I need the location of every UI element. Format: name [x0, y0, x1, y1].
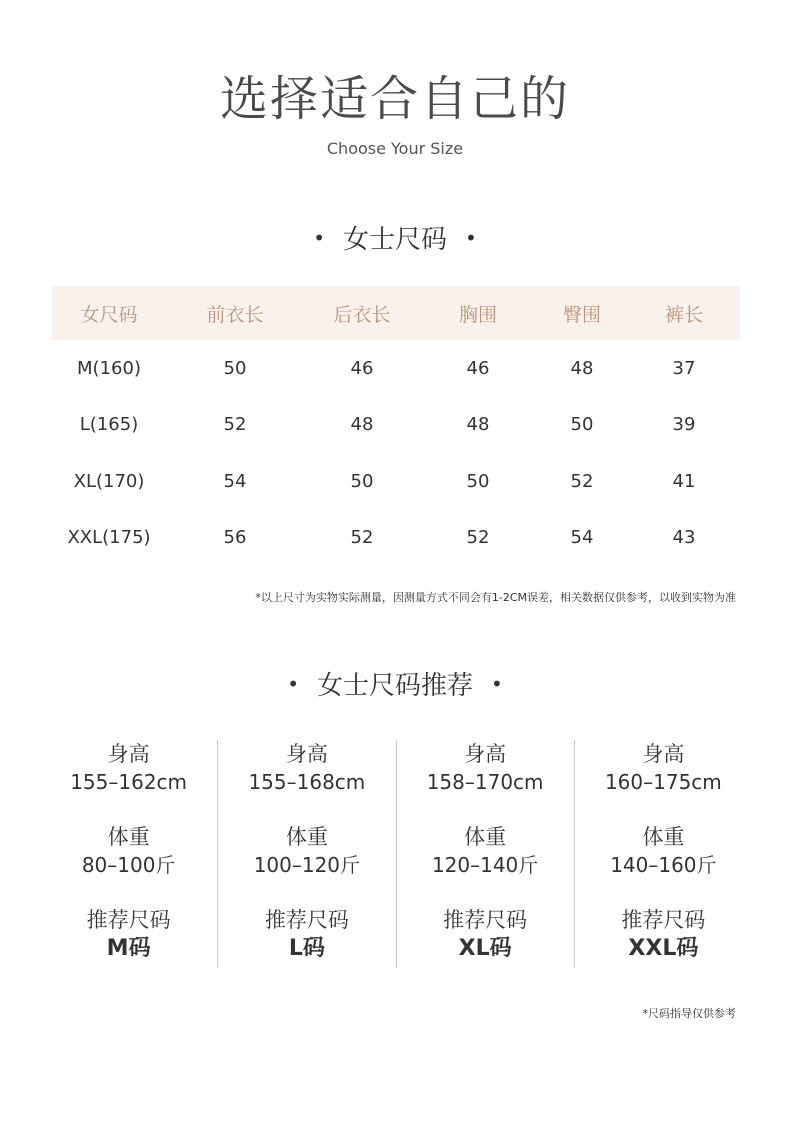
- column-header: 臀围: [562, 303, 601, 326]
- recommendation-column: [40, 740, 217, 968]
- table-cell: 37: [672, 357, 696, 379]
- table-cell: 46: [350, 357, 374, 379]
- table-cell: XL(170): [73, 470, 145, 492]
- size-label: 推荐尺码: [86, 908, 171, 932]
- column-header: 裤长: [664, 303, 703, 326]
- table-cell: 50: [570, 414, 594, 436]
- table-row: [52, 340, 740, 397]
- recommendation-column: [396, 740, 574, 968]
- table-cell: 39: [672, 414, 696, 436]
- table-cell: M(160): [77, 357, 141, 379]
- recommendation-column: [574, 740, 752, 968]
- weight-value: 140–160斤: [610, 853, 717, 877]
- size-value: XXL码: [628, 936, 699, 961]
- section-title: 女士尺码推荐: [316, 671, 473, 701]
- table-cell: 54: [570, 527, 594, 549]
- weight-value: 120–140斤: [431, 853, 539, 877]
- table-cell: 48: [466, 414, 490, 436]
- size-value: XL码: [458, 936, 512, 961]
- table-cell: 50: [350, 470, 374, 492]
- weight-label: 体重: [464, 825, 507, 849]
- height-label: 身高: [285, 742, 328, 766]
- size-table: [52, 286, 740, 566]
- weight-value: 100–120斤: [253, 853, 361, 877]
- guide-note: *尺码指导仅供参考: [642, 1007, 736, 1020]
- table-cell: 52: [570, 470, 594, 492]
- page-subtitle: Choose Your Size: [326, 139, 464, 158]
- table-row: [52, 510, 740, 567]
- bullet-dot: •: [287, 672, 299, 696]
- weight-label: 体重: [107, 825, 150, 849]
- height-value: 158–170cm: [426, 770, 544, 794]
- section-heading-recommendation: [0, 666, 790, 704]
- column-header: 女尺码: [80, 303, 138, 326]
- bullet-dot: •: [313, 226, 325, 250]
- table-cell: 48: [570, 357, 594, 379]
- table-cell: 56: [223, 527, 247, 549]
- table-cell: 48: [350, 414, 374, 436]
- table-cell: 52: [350, 527, 374, 549]
- table-row: [52, 397, 740, 454]
- table-cell: 43: [672, 527, 696, 549]
- table-cell: 41: [672, 470, 696, 492]
- column-header: 前衣长: [206, 303, 264, 326]
- column-header: 后衣长: [333, 303, 391, 326]
- table-cell: 46: [466, 357, 490, 379]
- section-heading-size-chart: [0, 220, 790, 258]
- table-cell: 50: [223, 357, 247, 379]
- table-row: [52, 453, 740, 510]
- height-value: 160–175cm: [604, 770, 722, 794]
- height-value: 155–168cm: [248, 770, 366, 794]
- table-cell: 54: [223, 470, 247, 492]
- table-cell: XXL(175): [67, 527, 151, 549]
- height-value: 155–162cm: [70, 770, 188, 794]
- height-label: 身高: [464, 742, 507, 766]
- table-header: [52, 286, 740, 340]
- section-title: 女士尺码: [342, 225, 447, 255]
- bullet-dot: •: [465, 226, 477, 250]
- table-cell: 52: [223, 414, 247, 436]
- page-title: 选择适合自己的: [219, 71, 570, 127]
- weight-label: 体重: [642, 825, 685, 849]
- recommendation-column: [217, 740, 395, 968]
- weight-value: 80–100斤: [81, 853, 176, 877]
- weight-label: 体重: [285, 825, 328, 849]
- size-label: 推荐尺码: [443, 908, 528, 932]
- size-label: 推荐尺码: [621, 908, 706, 932]
- size-value: L码: [288, 936, 325, 961]
- size-recommendation: [40, 740, 752, 968]
- size-label: 推荐尺码: [264, 908, 349, 932]
- height-label: 身高: [107, 742, 150, 766]
- measurement-note: *以上尺寸为实物实际测量，因测量方式不同会有1-2CM误差，相关数据仅供参考，以收到实物为准: [255, 591, 736, 604]
- table-cell: 52: [466, 527, 490, 549]
- bullet-dot: •: [491, 672, 503, 696]
- height-label: 身高: [642, 742, 685, 766]
- table-cell: L(165): [79, 414, 139, 436]
- table-cell: 50: [466, 470, 490, 492]
- column-header: 胸围: [458, 303, 497, 326]
- size-value: M码: [106, 936, 151, 961]
